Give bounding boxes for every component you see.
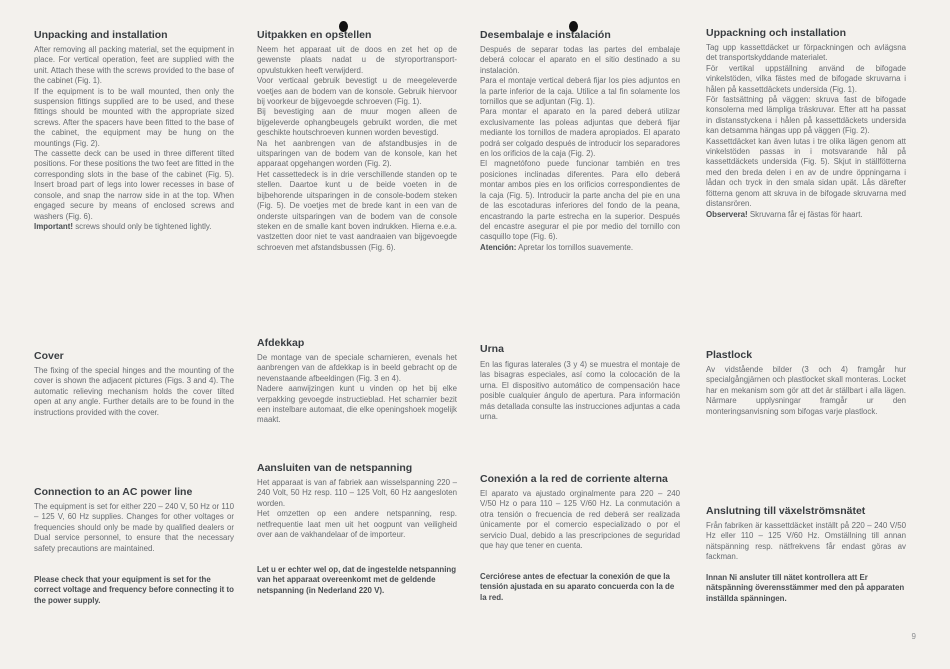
es-attention-label: Atención: [480,242,517,252]
nl-ac-text [257,478,457,540]
sv-install-heading: Uppackning och installation [706,27,847,39]
nl-install-p1: Neem het apparaat uit de doos en zet het op de gewenste plaats nadat u de styroportransport-opvulstukken heeft verwijderd. [257,45,457,75]
en-install-p2: If the equipment is to be wall mounted, then only the suspension fittings supplied are to be used, and these fittings should be mounted with the appropriate sized screws. After the spacers have been fitted to the base of the cabinet, the equipment may be hung on the mountings (Fig. 2). [34,86,234,148]
es-attention-text: Apretar los tornillos suavemente. [516,242,634,252]
nl-cover-p2: Nadere aanwijzingen kunt u vinden op het bij elke verpakking gevoegde instructieblad. Het scharnier bezit een instelbare automaat, die elke openingshoek mogelijk maakt. [257,384,457,425]
nl-install-heading: Uitpakken en opstellen [257,29,372,41]
sv-install-p3: För fastsättning på väggen: skruva fast de bifogade konsolerna med lämpliga träskruvar. Efter att ha passat in distansstyckena i hålen på kassettdäckets undersida kan detsamma hängas upp på väggen (Fig. 2). [706,95,906,136]
nl-install-p4: Na het aanbrengen van de afstandbusjes in de uitsparingen van de bodem van de konsole, kan het apparaat opgehangen worden (Fig. 2). [257,138,457,169]
page-number: 9 [911,632,916,641]
es-ac-warning: Cerciórese antes de efectuar la conexión de que la tensión ajustada en su aparato concuerda con la de la red. [480,572,675,602]
es-install-p1: Después de separar todas las partes del embalaje deberá colocar el aparato en el sitio destinado a su instalación. [480,45,680,75]
sv-cover-text [706,365,906,417]
nl-ac-p1: Het apparaat is van af fabriek aan wisselspanning 220 – 240 Volt, 50 Hz resp. 110 – 125 Volt, 60 Hz aangesloten worden. [257,478,457,508]
sv-install-p2: För vertikal uppställning använd de bifogade vinkelstöden, vilka fästes med de bifogade skruvarna i hålen på kassettdäckets undersida (Fig. 1). [706,63,906,94]
nl-cover-p1: De montage van de speciale scharnieren, evenals het aanbrengen van de afdekkap is in beeld gebracht op de nevenstaande afbeeldingen (Fig. 3 en 4). [257,353,457,383]
sv-observe-text: Skruvarna får ej fästas för haart. [747,209,863,219]
nl-ac-p2: Het omzetten op een andere netspanning, resp. netfrequentie laat men uit het oogpunt van veiligheid over aan de vakhandelaar of de importeur. [257,509,457,540]
sv-ac-heading: Anslutning till växelströmsnätet [706,505,866,517]
es-install-text [480,45,680,253]
nl-install-p5: Het cassettedeck is in drie verschillende standen op te stellen. Daartoe kunt u de beide voeten in de bijbehorende uitsparingen in de console-bodem steken (Fig. 5). De voetjes met de brede kant in een van de onderste uitsparingen van de bodem van de console steken en de smalle kant boven indrukken. Hierna e.e.a. vastzetten door niet te vast aandraaien van bijgevoegde schroeven met afstandsbussen (Fig. 6). [257,169,457,252]
en-cover-heading: Cover [34,350,64,362]
es-ac-heading: Conexión a la red de corriente alterna [480,473,668,485]
nl-install-text [257,45,457,253]
es-install-attention [480,243,680,253]
sv-observe-label: Observera! [706,209,748,219]
en-cover-p1: The fixing of the special hinges and the mounting of the cover is shown the adjacent pictures (Figs. 3 and 4). The automatic relieving mechanism holds the cover tilted open at any angle. Further details are to be found in the instructions provided with the cover. [34,366,234,417]
sv-ac-warning: Innan Ni ansluter till nätet kontrollera att Er nätspänning överensstämmer med den på apparaten inställda spänningen. [706,573,905,603]
en-ac-heading: Connection to an AC power line [34,486,193,498]
es-install-heading: Desembalaje e instalación [480,29,611,41]
nl-ac-warning: Let u er echter wel op, dat de ingestelde netspanning van het apparaat overeenkomt met de geldende netspanning (in Nederland 220 V). [257,565,457,595]
es-install-p2: Para el montaje vertical deberá fijar los pies adjuntos en la parte inferior de la caja. Utilice a tal fin solamente los tornillos que se adjuntan (Fig. 1). [480,76,680,107]
en-install-p3: The cassette deck can be used in three different tilted positions. For these positions the two feet are fitted in the corresponding slots in the base of the cabinet (Fig. 5). Insert broad part of legs into lower recesses in base of console, and snap the narrow side in at the top. When engaged secure by means of enclosed screws and washers (Fig. 6). [34,149,234,221]
nl-cover-text [257,353,457,426]
en-important-text: screws should only be tightened lightly. [73,221,212,231]
en-important-label: Important! [34,221,74,231]
nl-install-p3: Bij bevestiging aan de muur mogen alleen de bijgeleverde ophangbeugels gebruikt worden, die met geschikte houtschroeven kunnen worden bevestigd. [257,107,457,138]
en-ac-warning: Please check that your equipment is set for the correct voltage and frequency before connecting it to the power supply. [34,575,234,605]
en-install-p1: After removing all packing material, set the equipment in place. For vertical operation, feet are supplied with the unit. Attach these with the screws provided to the base of the cabinet (Fig. 1). [34,45,234,86]
en-ac-text [34,502,234,554]
en-install-text [34,45,234,232]
es-install-p4: El magnetófono puede funcionar también en tres posiciones inclinadas diferentes. Para ello deberá montar ambos pies en los orificios correspondientes de la caja (Fig. 5). Introducir la parte ancha del pie en una de las escotaduras inferiores del fondo de la peana, encastrando la parte estrecha en la superior. Después del encastre asegurar el pie por medio del tornillo con casquillo tope (Fig. 6). [480,159,680,242]
es-cover-p1: En las figuras laterales (3 y 4) se muestra el montaje de las bisagras especiales, así como la colocación de la urna. El dispositivo automático de compensación hace posible cualquier ángulo de apertura. Para información más detallada consulte las instrucciones adjuntas a cada urna. [480,360,680,422]
sv-cover-p1: Av vidstående bilder (3 och 4) framgår hur specialgångjärnen och plastlocket skall monteras. Locket har en mekanism som gör att det är ställbart i alla lägen. Närmare upplysningar framgår ur den monteringsanvisning som bifogas varje plastlock. [706,365,906,416]
nl-cover-heading: Afdekkap [257,337,305,349]
sv-install-observe [706,210,906,220]
es-ac-p1: El aparato va ajustado orginalmente para 220 – 240 V/50 Hz o para 110 – 125 V/60 Hz. La conmutación a otra tensión o frecuencia de red deberá ser realizada únicamente por el comercio especializado o por el servicio Dual, debido a las prescripciones de seguridad que hay que tener en cuenta. [480,489,680,551]
es-ac-text [480,489,680,551]
en-install-important [34,222,234,232]
es-install-p3: Para montar el aparato en la pared deberá utilizar exclusivamente las poleas adjuntas que deberá fijar mediante los tornillos de madera apropiados. El aparato podrá ser colgado después de introducir los separadores en los orificios de la caja (Fig. 2). [480,107,680,159]
en-ac-p1: The equipment is set for either 220 – 240 V, 50 Hz or 110 – 125 V, 60 Hz supplies. Changes for other voltages or frequencies should only be made by qualified dealers or Dual service personnel, to ensure that the necessary safety precautions are maintained. [34,502,234,553]
nl-install-p2: Voor verticaal gebruik bevestigt u de meegeleverde voetjes aan de bodem van de konsole. Gebruik hiervoor bij voorkeur de bijgevoegde schroeven (Fig. 1). [257,76,457,107]
es-cover-text [480,360,680,422]
sv-ac-text [706,521,906,563]
nl-ac-heading: Aansluiten van de netspanning [257,462,413,474]
sv-install-text [706,43,906,220]
en-cover-text [34,366,234,418]
sv-install-p4: Kassettdäcket kan även lutas i tre olika lägen genom att vinkelstöden passas in i motsvarande hål på kassettdäckets undersida (Fig. 5). Skjut in ställfötterna med den breda delen i en av de undre öppningarna i lådan och tryck in den smala sidan upät. Lås därefter fötterna genom att skruva in de bifogade skruvarna med distansrören. [706,136,906,209]
en-install-heading: Unpacking and installation [34,29,168,41]
es-cover-heading: Urna [480,343,504,355]
sv-install-p1: Tag upp kassettdäcket ur förpackningen och avlägsna det transportskyddande materialet. [706,43,906,63]
sv-cover-heading: Plastlock [706,349,753,361]
sv-ac-p1: Från fabriken är kassettdäcket inställt på 220 – 240 V/50 Hz eller 110 – 125 V/60 Hz. Omställning till annan nätspänning resp. nätfrekvens får endast göras av fackman. [706,521,906,562]
